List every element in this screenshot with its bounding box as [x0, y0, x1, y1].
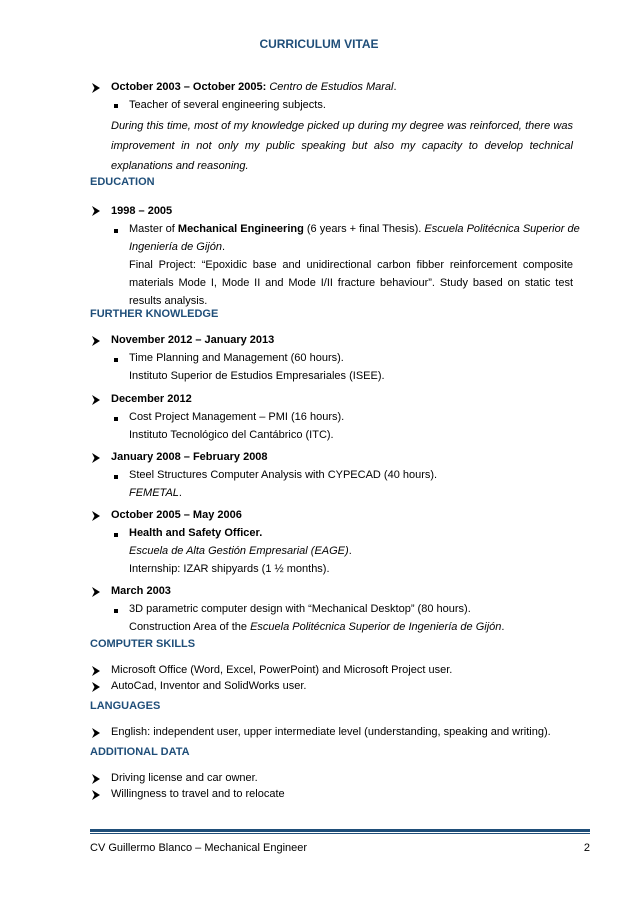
punct: . — [221, 241, 226, 253]
degree-pre: Master of — [129, 223, 178, 235]
education-degree — [129, 222, 580, 236]
experience-date: October 2003 – October 2005: — [111, 81, 267, 93]
arrow-bullet-icon — [92, 511, 102, 521]
page-title: CURRICULUM VITAE — [259, 37, 379, 51]
course-date: November 2012 – January 2013 — [111, 334, 275, 346]
square-bullet-icon — [114, 609, 118, 613]
section-heading-languages: LANGUAGES — [90, 700, 161, 712]
section-heading-additional-data: ADDITIONAL DATA — [90, 746, 190, 758]
degree-mid: (6 years + final Thesis). — [303, 223, 425, 235]
section-heading-computer-skills: COMPUTER SKILLS — [90, 638, 196, 650]
course-title: Time Planning and Management (60 hours). — [129, 352, 344, 364]
square-bullet-icon — [114, 104, 118, 108]
punct: . — [348, 545, 352, 557]
arrow-bullet-icon — [92, 790, 102, 800]
institution-name: FEMETAL — [129, 487, 179, 499]
arrow-bullet-icon — [92, 453, 102, 463]
footer-text: CV Guillermo Blanco – Mechanical Engineer — [90, 842, 308, 854]
school-name-line2: Ingeniería de Gijón — [129, 241, 222, 253]
course-date: December 2012 — [111, 393, 192, 405]
education-school-line2 — [129, 240, 225, 254]
arrow-bullet-icon — [92, 728, 102, 738]
course-title: Steel Structures Computer Analysis with CYPECAD (40 hours). — [129, 469, 438, 481]
punct: . — [501, 621, 505, 633]
skill-item: Microsoft Office (Word, Excel, PowerPoint) and Microsoft Project user. — [111, 664, 453, 676]
arrow-bullet-icon — [92, 682, 102, 692]
arrow-bullet-icon — [92, 395, 102, 405]
section-heading-education: EDUCATION — [90, 176, 155, 188]
course-title: Cost Project Management – PMI (16 hours). — [129, 411, 345, 423]
course-title: 3D parametric computer design with “Mechanical Desktop” (80 hours). — [129, 603, 471, 615]
skill-item: AutoCad, Inventor and SolidWorks user. — [111, 680, 307, 692]
course-institution — [129, 486, 182, 500]
experience-paragraph — [111, 116, 573, 176]
footer-rule — [90, 829, 590, 832]
institution-pre: Construction Area of the — [129, 621, 251, 633]
institution-name: Escuela Politécnica Superior de Ingeniería de Gijón — [250, 621, 502, 633]
arrow-bullet-icon — [92, 336, 102, 346]
experience-bullet: Teacher of several engineering subjects. — [129, 99, 326, 111]
course-institution: Instituto Superior de Estudios Empresariales (ISEE). — [129, 370, 385, 382]
experience-place: Centro de Estudios Maral — [269, 81, 394, 93]
course-date: March 2003 — [111, 585, 171, 597]
course-institution: Instituto Tecnológico del Cantábrico (ITC). — [129, 429, 334, 441]
square-bullet-icon — [114, 475, 118, 479]
language-item: English: independent user, upper intermediate level (understanding, speaking and writing). — [111, 726, 551, 738]
experience-entry — [111, 80, 397, 94]
degree-name: Mechanical Engineering — [177, 223, 304, 235]
course-title: Health and Safety Officer. — [129, 527, 263, 539]
additional-item: Driving license and car owner. — [111, 772, 258, 784]
square-bullet-icon — [114, 358, 118, 362]
page-number: 2 — [583, 842, 590, 854]
square-bullet-icon — [114, 417, 118, 421]
arrow-bullet-icon — [92, 774, 102, 784]
arrow-bullet-icon — [92, 206, 102, 216]
course-extra: Internship: IZAR shipyards (1 ½ months). — [129, 563, 330, 575]
course-institution — [129, 620, 504, 634]
arrow-bullet-icon — [92, 83, 102, 93]
additional-item: Willingness to travel and to relocate — [111, 788, 285, 800]
education-project: Final Project: “Epoxidic base and unidirectional carbon fibber reinforcement composite materials Mode I, Mode II and Mode I/II fracture behaviour”. Study based on static test results analysis. — [129, 259, 573, 307]
arrow-bullet-icon — [92, 587, 102, 597]
course-date: January 2008 – February 2008 — [111, 451, 268, 463]
course-date: October 2005 – May 2006 — [111, 509, 242, 521]
punct: . — [178, 487, 182, 499]
punct: . — [393, 81, 397, 93]
school-name-line1: Escuela Politécnica Superior de — [424, 223, 580, 235]
arrow-bullet-icon — [92, 666, 102, 676]
education-years: 1998 – 2005 — [111, 205, 173, 217]
experience-paragraph-text: During this time, most of my knowledge picked up during my degree was reinforced, there was improvement in not only my public speaking but also my capacity to develop technical explanations and reasoning. — [111, 120, 573, 172]
square-bullet-icon — [114, 533, 118, 537]
square-bullet-icon — [114, 229, 118, 233]
footer-rule-thin — [90, 833, 590, 834]
section-heading-further-knowledge: FURTHER KNOWLEDGE — [90, 308, 219, 320]
course-institution — [129, 544, 352, 558]
institution-name: Escuela de Alta Gestión Empresarial (EAGE) — [129, 545, 349, 557]
